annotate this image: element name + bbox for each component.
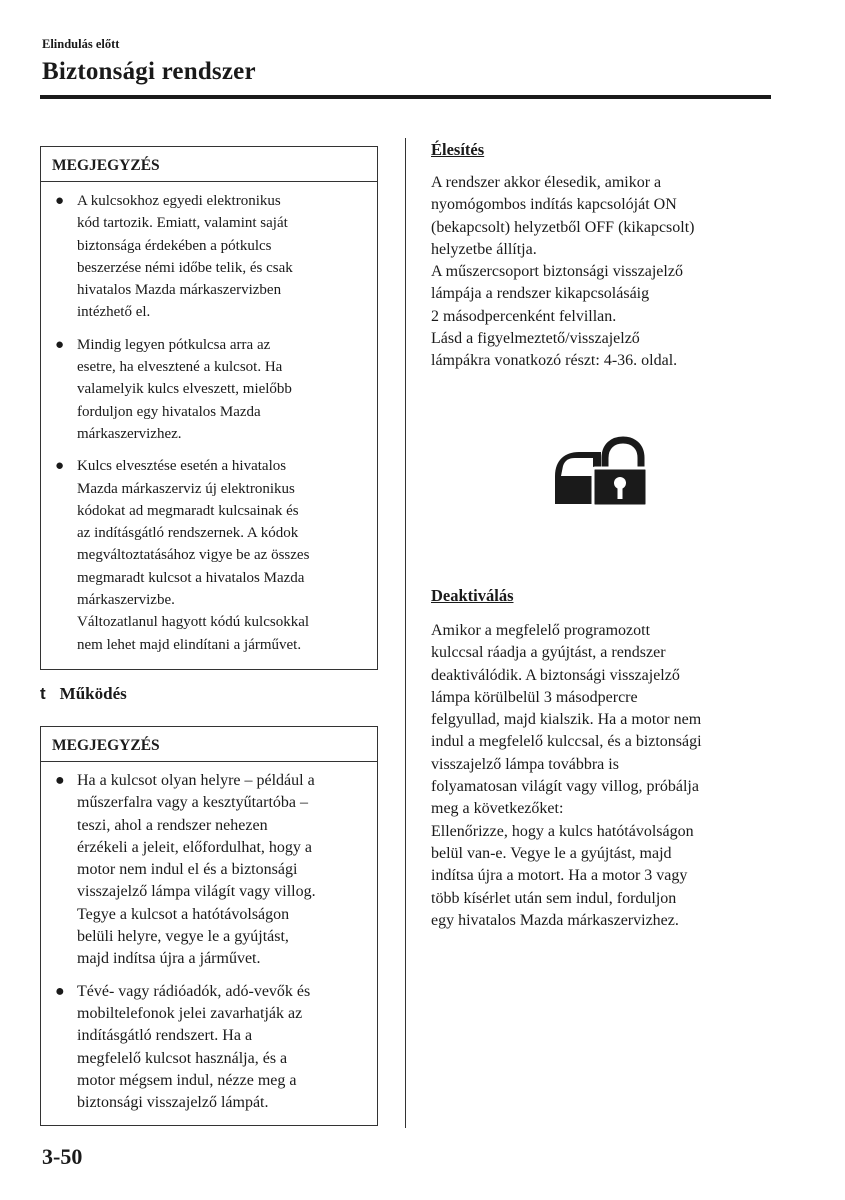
- section-heading-operation: [40, 684, 127, 704]
- bullet-icon: ●: [55, 336, 65, 353]
- note-item-text: Ha a kulcsot olyan helyre – például a műszerfalra vagy a kesztyűtartóba – teszi, ahol a rendszer nehezen érzékeli a jeleit, előfordulhat, hogy a motor nem indul el és a biztonsági visszajelző lámpa világít vagy villog. Tegye a kulcsot a hatótávolságon belüli helyre, vegye le a gyújtást, majd indítsa újra a járművet.: [77, 772, 316, 968]
- note-item: [55, 190, 367, 324]
- disarming-text: Amikor a megfelelő programozott kulccsal ráadja a gyújtást, a rendszer deaktiválódik. A biztonsági visszajelző lámpa körülbelül 3 másodpercre felgyullad, majd kialszik. Ha a motor nem indul a megfelelő kulccsal, és a biztonsági visszajelző lámpa továbbra is folyamatosan világít vagy villog, próbálja meg a következőket: Ellenőrizze, hogy a kulcs hatótávolságon belül van-e. Vegye le a gyújtást, majd indítsa újra a motort. Ha a motor 3 vagy több kísérlet után sem indul, forduljon egy hivatalos Mazda márkaszervizhez.: [431, 622, 702, 929]
- arming-section: [431, 140, 776, 373]
- disarming-section: [431, 586, 776, 932]
- note-item-text: Mindig legyen pótkulcsa arra az esetre, ha elvesztené a kulcsot. Ha valamelyik kulcs elveszett, mielőbb forduljon egy hivatalos Mazda márkaszervizhez.: [77, 336, 292, 442]
- note-item: [55, 770, 367, 971]
- note-item-text: Kulcs elvesztése esetén a hivatalos Mazda márkaszerviz új elektronikus kódokat ad megmaradt kulcsainak és az indításgátló rendszernek. A kódok megváltoztatásához vigye be az összes megmaradt kulcsot a hivatalos Mazda márkaszervizbe. Változatlanul hagyott kódú kulcsokkal nem lehet majd elindítani a járművet.: [77, 458, 310, 653]
- arming-text: A rendszer akkor élesedik, amikor a nyomógombos indítás kapcsolóját ON (bekapcsolt) helyzetből OFF (kikapcsolt) helyzetbe állítja. A műszercsoport biztonsági visszajelző lámpája a rendszer kikapcsolásáig 2 másodpercenként felvillan. Lásd a figyelmeztető/visszajelző lámpákra vonatkozó részt: 4-36. oldal.: [431, 174, 695, 370]
- disarming-heading: Deaktiválás: [431, 586, 514, 605]
- note-box-keys: [40, 146, 378, 670]
- column-divider: [405, 138, 406, 1128]
- note-item: [55, 455, 367, 656]
- bullet-icon: ●: [55, 772, 65, 789]
- bullet-icon: ●: [55, 458, 65, 475]
- note-title: MEGJEGYZÉS: [41, 147, 377, 182]
- note-list: [41, 182, 377, 656]
- security-indicator-car-lock-icon: [553, 436, 649, 508]
- bullet-icon: ●: [55, 193, 65, 209]
- note-item: [55, 334, 367, 445]
- note-box-operation: [40, 726, 378, 1126]
- page-title: Biztonsági rendszer: [42, 58, 256, 85]
- section-marker: t: [40, 684, 46, 703]
- note-item-text: Tévé- vagy rádióadók, adó-vevők és mobiltelefonok jelei zavarhatják az indításgátló rendszert. Ha a megfelelő kulcsot használja, és a motor mégsem indul, nézze meg a biztonsági visszajelző lámpát.: [77, 982, 311, 1112]
- title-rule: [40, 95, 771, 99]
- chapter-label: Elindulás előtt: [42, 37, 120, 51]
- note-list: [41, 762, 377, 1114]
- arming-heading: Élesítés: [431, 140, 485, 159]
- section-title: Működés: [59, 684, 127, 703]
- bullet-icon: ●: [55, 982, 65, 1000]
- note-title: MEGJEGYZÉS: [41, 727, 377, 762]
- page-number: 3-50: [42, 1144, 83, 1169]
- note-item-text: A kulcsokhoz egyedi elektronikus kód tartozik. Emiatt, valamint saját biztonsága érdekében a pótkulcs beszerzése némi időbe telik, és csak hivatalos Mazda márkaszervizben intézhető el.: [77, 193, 293, 321]
- note-item: [55, 981, 367, 1115]
